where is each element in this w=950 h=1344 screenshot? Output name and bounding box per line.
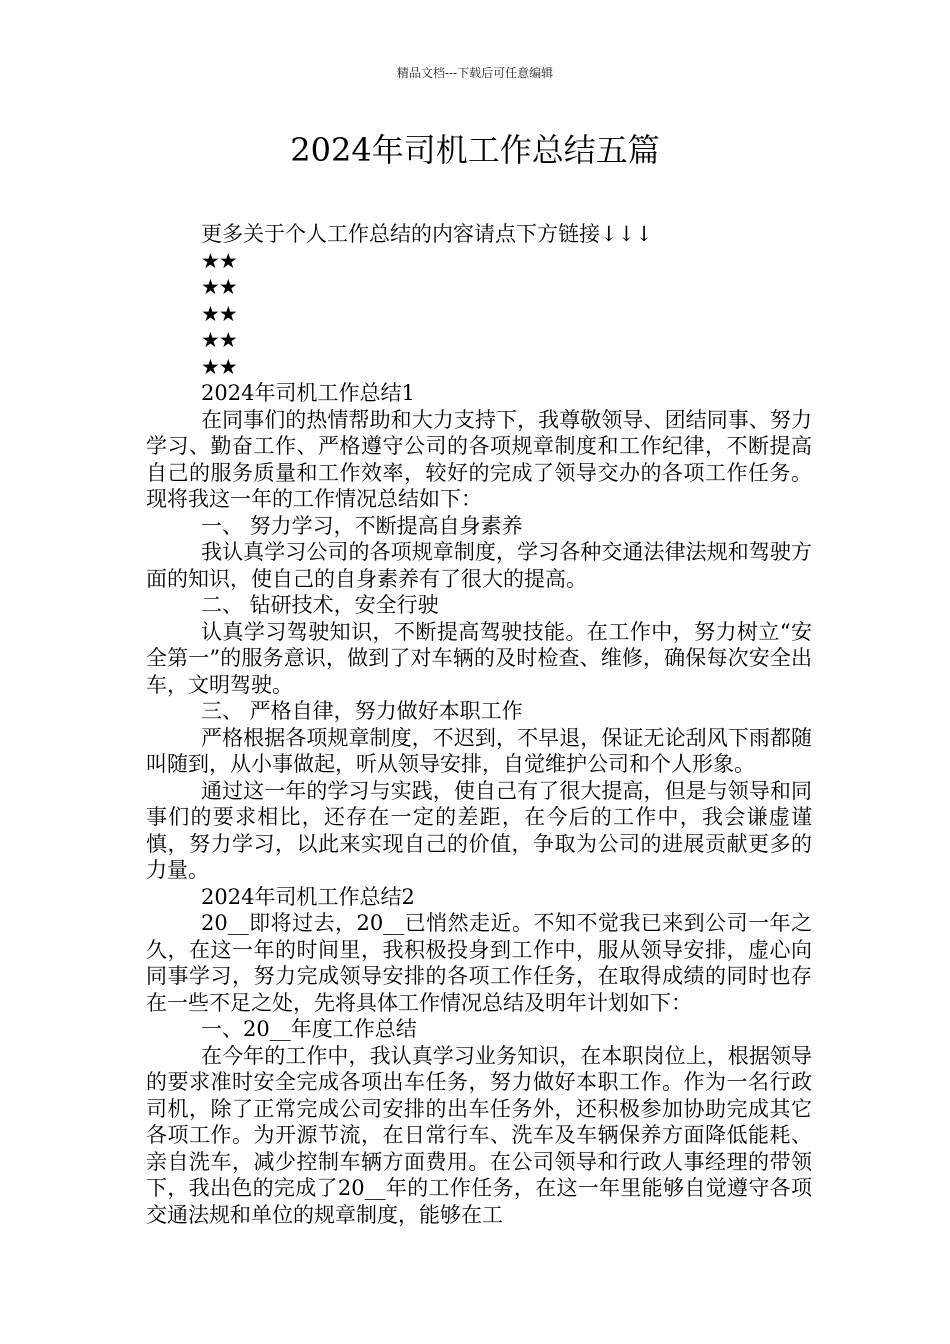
section-1-heading: 2024年司机工作总结1 bbox=[201, 381, 415, 405]
section-1-paragraph-3: 认真学习驾驶知识，不断提高驾驶技能。在工作中，努力树立“安全第一”的服务意识，做到了对车辆的及时检查、维修，确保每次安全出车，文明驾驶。 bbox=[146, 619, 812, 697]
section-1-paragraph-2: 我认真学习公司的各项规章制度，学习各种交通法律法规和驾驶方面的知识，使自己的自身素养有了很大的提高。 bbox=[146, 540, 812, 591]
section-2-subheading-1: 一、20__年度工作总结 bbox=[201, 1017, 417, 1041]
star-rating-row-2: ★★ bbox=[201, 275, 237, 299]
intro-link-text[interactable]: 更多关于个人工作总结的内容请点下方链接↓↓↓ bbox=[201, 222, 653, 246]
section-2-heading: 2024年司机工作总结2 bbox=[201, 884, 415, 909]
section-1-subheading-1: 一、 努力学习，不断提高自身素养 bbox=[201, 513, 523, 538]
section-1-paragraph-5: 通过这一年的学习与实践，使自己有了很大提高，但是与领导和同事们的要求相比，还存在一定的差距，在今后的工作中，我会谦虚谨慎，努力学习，以此来实现自己的价值，争取为公司的进展贡献更多的力量。 bbox=[146, 778, 812, 882]
document-title: 2024年司机工作总结五篇 bbox=[290, 131, 660, 169]
section-2-paragraph-1: 20__即将过去，20__已悄然走近。不知不觉我已来到公司一年之久，在这一年的时间里，我积极投身到工作中，服从领导安排，虚心向同事学习，努力完成领导安排的各项工作任务，在取得成绩的同时也存在一些不足之处，先将具体工作情况总结及明年计划如下： bbox=[146, 911, 812, 1015]
star-rating-row-3: ★★ bbox=[201, 301, 237, 326]
section-1-paragraph-4: 严格根据各项规章制度，不迟到，不早退，保证无论刮风下雨都随叫随到，从小事做起，听从领导安排，自觉维护公司和个人形象。 bbox=[146, 725, 812, 776]
star-rating-row-1: ★★ bbox=[201, 248, 237, 273]
star-rating-row-4: ★★ bbox=[201, 328, 237, 352]
page-header: 精品文档---下载后可任意编辑 bbox=[396, 66, 554, 80]
document-body bbox=[146, 221, 812, 1228]
section-1-paragraph-1: 在同事们的热情帮助和大力支持下，我尊敬领导、团结同事、努力学习、勤奋工作、严格遵守公司的各项规章制度和工作纪律，不断提高自己的服务质量和工作效率，较好的完成了领导交办的各项工作任务。现将我这一年的工作情况总结如下： bbox=[146, 407, 812, 511]
section-1-subheading-2: 二、 钻研技术，安全行驶 bbox=[201, 593, 439, 617]
star-rating-row-5: ★★ bbox=[201, 354, 237, 379]
section-2-paragraph-2: 在今年的工作中，我认真学习业务知识，在本职岗位上，根据领导的要求准时安全完成各项出车任务，努力做好本职工作。作为一名行政司机，除了正常完成公司安排的出车任务外，还积极参加协助完成其它各项工作。为开源节流，在日常行车、洗车及车辆保养方面降低能耗、亲自洗车，减少控制车辆方面费用。在公司领导和行政人事经理的带领下，我出色的完成了20__年的工作任务，在这一年里能够自觉遵守各项交通法规和单位的规章制度，能够在工 bbox=[146, 1043, 812, 1227]
section-1-subheading-3: 三、 严格自律，努力做好本职工作 bbox=[201, 699, 523, 723]
